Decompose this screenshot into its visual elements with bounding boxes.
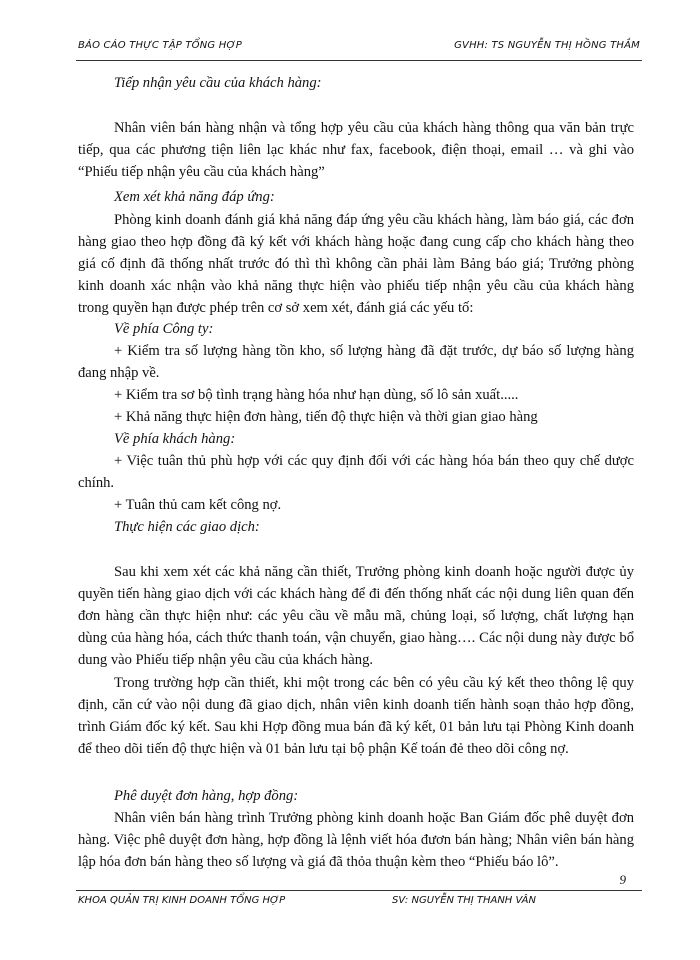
list-item-company-1: + Kiểm tra số lượng hàng tồn kho, số lượng hàng đã đặt trước, dự báo số lượng hàng đang nhập về. — [78, 343, 634, 381]
paragraph-approval: Nhân viên bán hàng trình Trưởng phòng kinh doanh hoặc Ban Giám đốc phê duyệt đơn hàng. Việc phê duyệt đơn hàng, hợp đồng là lệnh viết hóa đươn bán hàng; Nhân viên bán hàng lập hóa đơn bán hàng theo số lượng và giá đã thỏa thuận kèm theo “Phiếu báo lô”. — [78, 810, 634, 870]
header-supervisor: GVHH: TS NGUYỄN THỊ HỒNG THẮM — [454, 40, 640, 51]
subheading-company-side: Về phía Công ty: — [114, 321, 214, 337]
footer-faculty: KHOA QUẢN TRỊ KINH DOANH TỔNG HỢP — [78, 895, 286, 906]
list-item-company-2: + Kiểm tra sơ bộ tình trạng hàng hóa như hạn dùng, số lô sản xuất..... — [114, 387, 519, 403]
header-report-title: BÁO CÁO THỰC TẬP TỔNG HỢP — [78, 40, 243, 51]
footer-divider — [76, 890, 642, 891]
page-header — [78, 40, 640, 60]
list-item-customer-1: + Việc tuân thủ phù hợp với các quy định đối với các hàng hóa bán theo quy chế dược chính. — [78, 453, 634, 491]
paragraph-transactions: Sau khi xem xét các khả năng cần thiết, Trưởng phòng kinh doanh hoặc người được ủy quyền tiến hàng giao dịch với các khách hàng để đi đến thống nhất các nội dung liên quan đến đơn hàng cần thực hiện như: các yêu cầu về mẫu mã, chủng loại, số lượng, chất lượng hạn dùng của hàng hóa, cách thức thanh toán, vận chuyển, giao hàng…. Các nội dung này được bổ dung vào Phiếu tiếp nhận yêu cầu của khách hàng. — [78, 564, 634, 668]
section-heading-approval: Phê duyệt đơn hàng, hợp đồng: — [114, 788, 299, 804]
paragraph-contract: Trong trường hợp cần thiết, khi một trong các bên có yêu cầu ký kết theo thông lệ quy định, căn cứ vào nội dung đã giao dịch, nhân viên kinh doanh tiến hành soạn thảo hợp đồng, trình Giám đốc ký kết. Sau khi Hợp đồng mua bán đã ký kết, 01 bản lưu tại Phòng Kinh doanh để theo dõi tiến độ thực hiện và 01 bản lưu tại bộ phận Kế toán đẻ theo dõi công nợ. — [78, 675, 634, 757]
subheading-customer-side: Về phía khách hàng: — [114, 431, 236, 447]
paragraph-assess-capability: Phòng kinh doanh đánh giá khả năng đáp ứng yêu cầu khách hàng, làm báo giá, các đơn hàng giao theo hợp đồng đã ký kết với khách hàng hoặc đang cung cấp cho khách hàng theo giá cố định đã thống nhất trước đó thì thì không cần phải làm Bảng báo giá; Trưởng phòng kinh doanh xác nhận vào khả năng thực hiện vào phiếu tiếp nhận yêu cầu của khách hàng trong quyền hạn được phép trên cơ sở xem xét, đánh giá các yếu tố: — [78, 212, 634, 316]
footer-student: SV: NGUYỄN THỊ THANH VÂN — [392, 895, 536, 906]
page-footer — [78, 895, 640, 913]
header-divider — [76, 60, 642, 61]
list-item-company-3: + Khả năng thực hiện đơn hàng, tiến độ thực hiện và thời gian giao hàng — [114, 409, 538, 425]
paragraph-receive-request: Nhân viên bán hàng nhận và tổng hợp yêu cầu của khách hàng thông qua văn bản trực tiếp, qua các phương tiện liên lạc khác như fax, facebook, điện thoại, email … và ghi vào “Phiếu tiếp nhận yêu cầu của khách hàng” — [78, 120, 634, 180]
section-heading-receive-request: Tiếp nhận yêu cầu của khách hàng: — [114, 75, 322, 91]
page-number: 9 — [619, 872, 626, 887]
section-heading-assess-capability: Xem xét khả năng đáp ứng: — [114, 189, 275, 205]
section-heading-transactions: Thực hiện các giao dịch: — [114, 519, 260, 535]
list-item-customer-2: + Tuân thủ cam kết công nợ. — [114, 497, 282, 513]
